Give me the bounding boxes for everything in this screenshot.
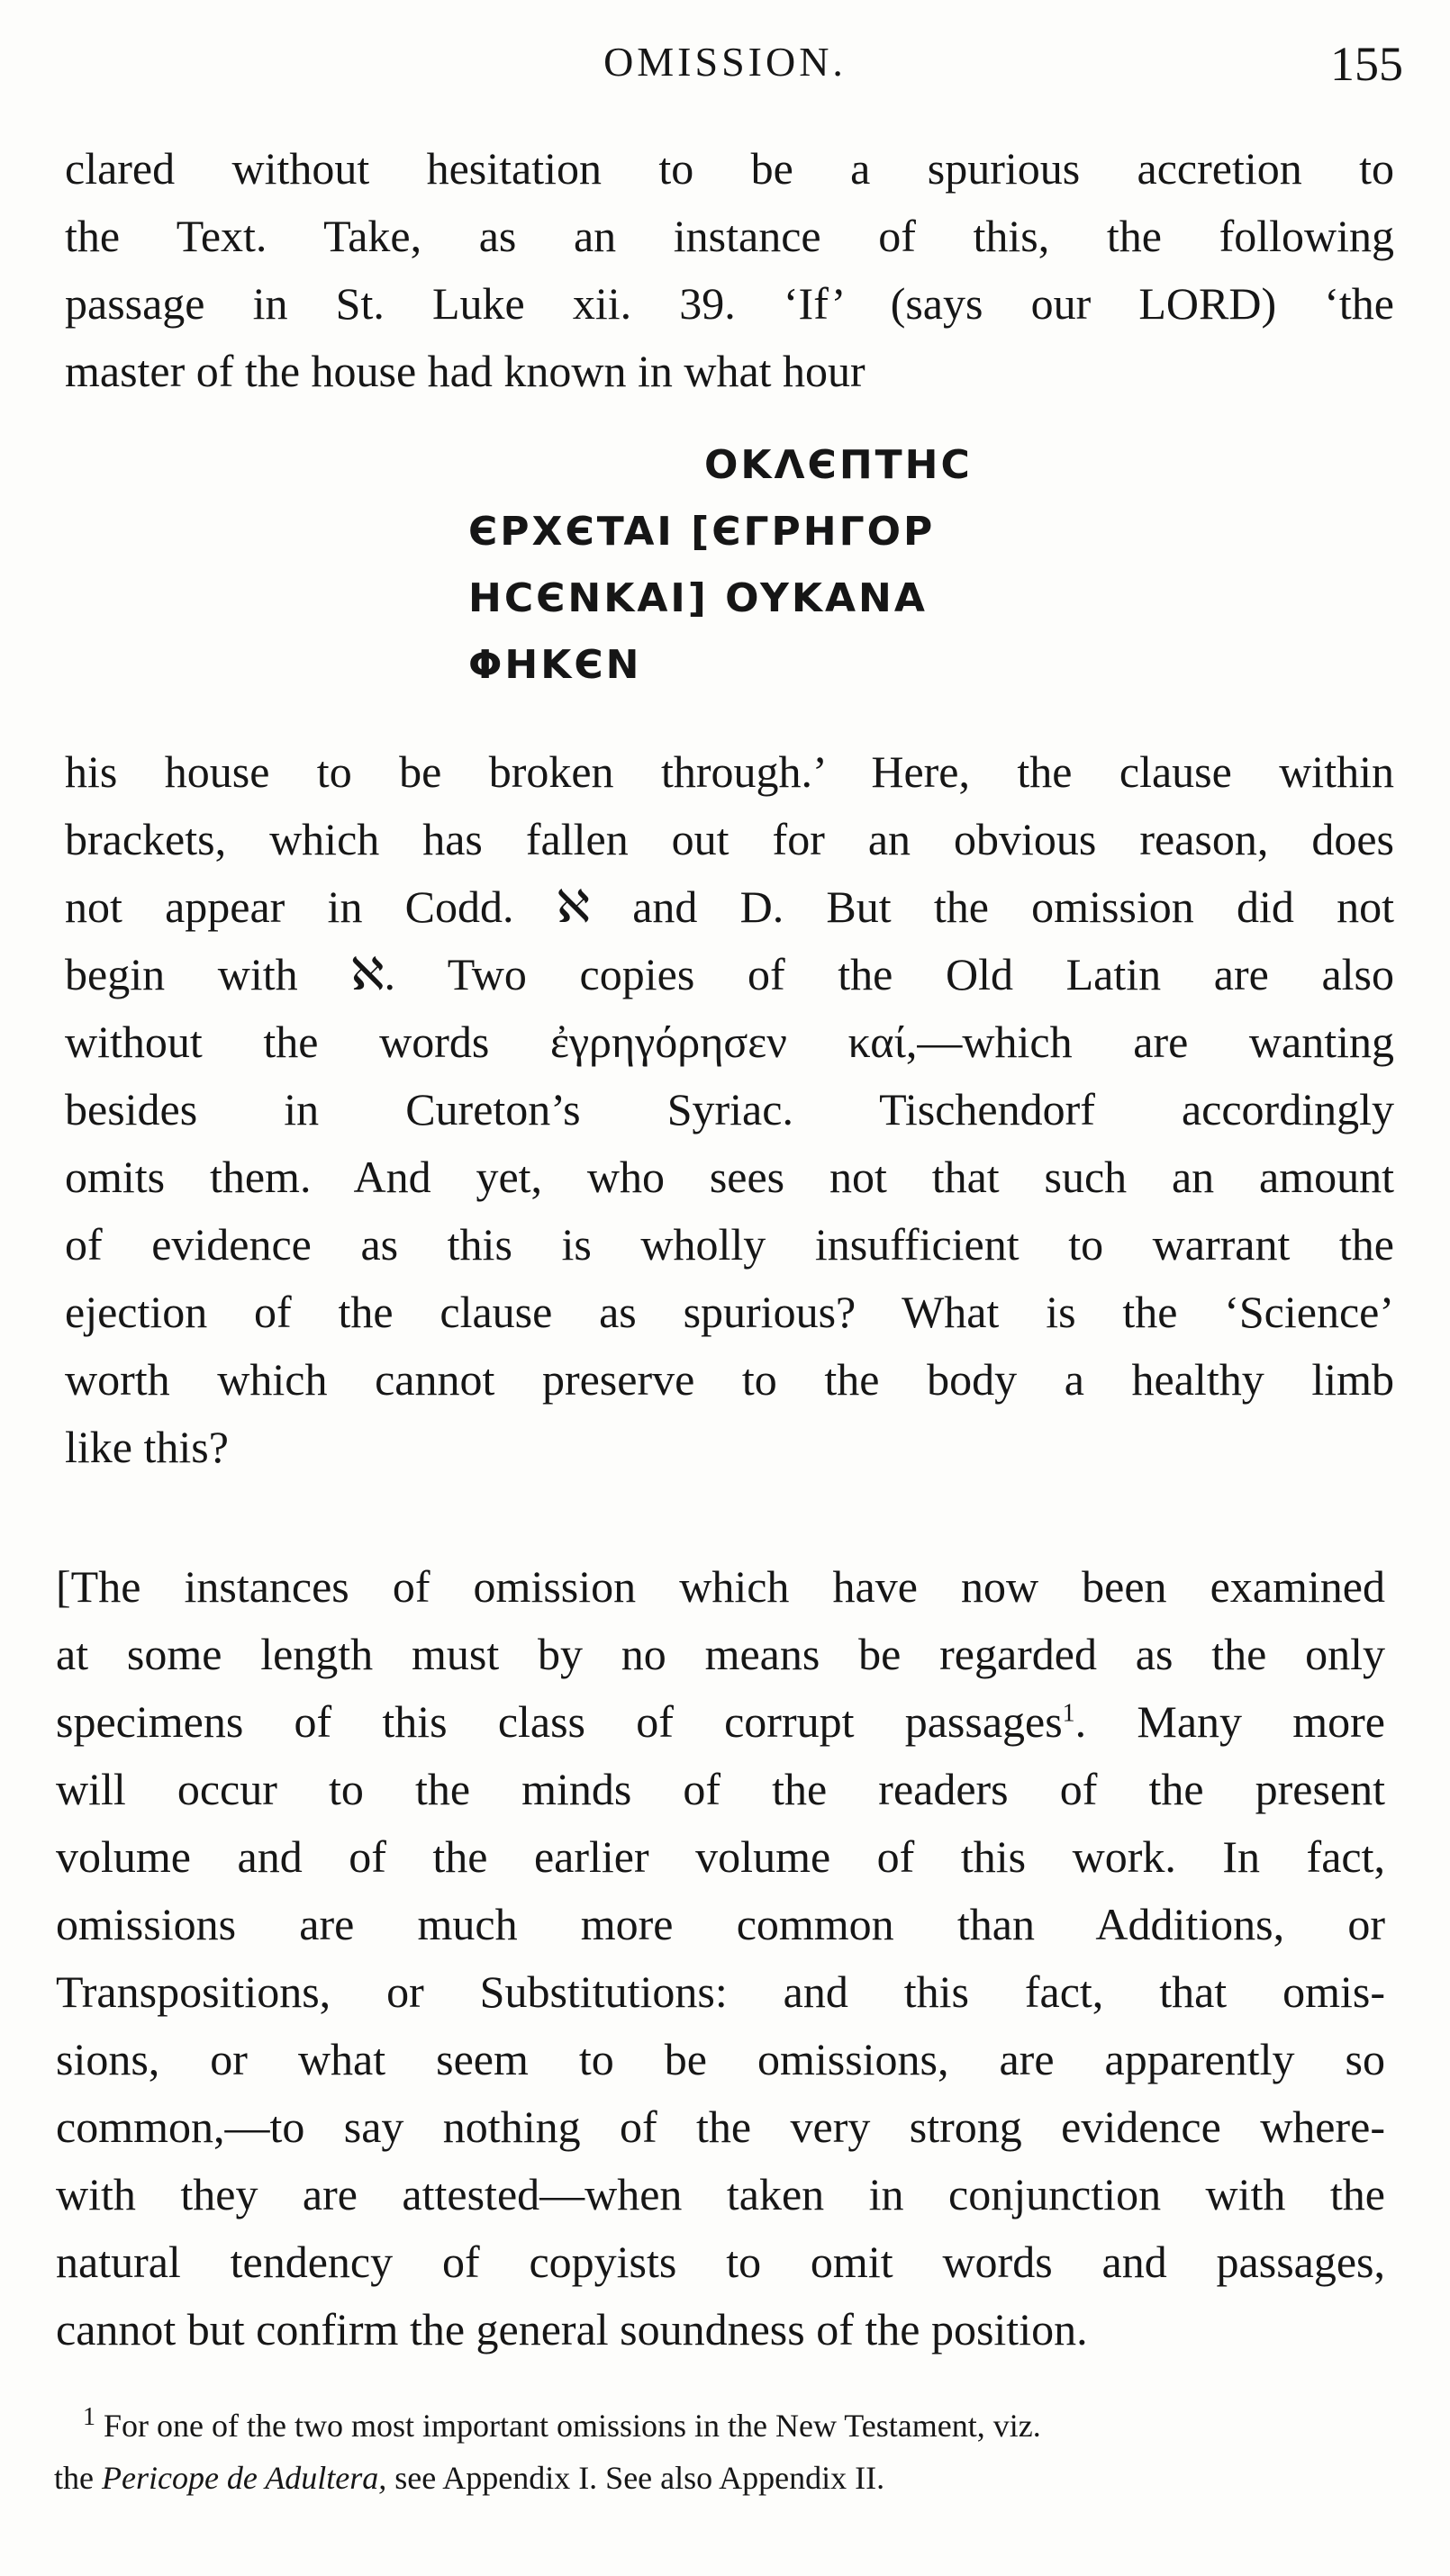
text-line: common,—to say nothing of the very strong evidence where- — [56, 2101, 1385, 2152]
text-line: without the words ἐγρηγόρησεν καί,—which are wanting — [65, 1017, 1394, 1067]
text-line: his house to be broken through.’ Here, the clause within — [65, 746, 1394, 797]
text-fragment: specimens of this class of corrupt passages — [56, 1696, 1063, 1747]
text-line: like this? — [65, 1422, 229, 1472]
paragraph-continuation — [65, 135, 1394, 405]
uncial-line: OKΛЄΠTHC — [704, 442, 973, 488]
footnote-text: see Appendix I. See also Appendix II. — [386, 2460, 885, 2496]
paragraph-editorial — [56, 1553, 1385, 2364]
footnote-mark: 1 — [83, 2403, 95, 2431]
text-fragment: . Many more — [1074, 1696, 1385, 1747]
uncial-line: ЄPXЄTAI [ЄΓPHΓOP — [468, 509, 936, 555]
text-line: cannot but confirm the general soundness of the position. — [56, 2304, 1088, 2355]
page-number: 155 — [1330, 37, 1403, 91]
footnote — [54, 2400, 1387, 2504]
running-title: OMISSION. — [603, 39, 847, 85]
text-line: passage in St. Luke xii. 39. ‘If’ (says our LORD) ‘the — [65, 278, 1394, 329]
uncial-line: ΦHKЄN — [468, 642, 642, 688]
footnote-line — [54, 2452, 1387, 2504]
text-line: master of the house had known in what hour — [65, 346, 865, 396]
text-line: sions, or what seem to be omissions, are apparently so — [56, 2034, 1385, 2084]
text-line: omissions are much more common than Additions, or — [56, 1899, 1385, 1949]
text-line-with-footnote — [56, 1688, 1385, 1756]
text-line: brackets, which has fallen out for an obvious reason, does — [65, 814, 1394, 864]
text-line: of evidence as this is wholly insufficient to warrant the — [65, 1219, 1394, 1270]
text-line: clared without hesitation to be a spurious accretion to — [65, 143, 1394, 194]
text-line: the Text. Take, as an instance of this, the following — [65, 211, 1394, 261]
uncial-quotation — [468, 432, 1189, 699]
footnote-line — [54, 2400, 1387, 2452]
text-line: worth which cannot preserve to the body a healthy limb — [65, 1354, 1394, 1405]
text-line: [The instances of omission which have now been examined — [56, 1561, 1385, 1612]
text-line: natural tendency of copyists to omit words and passages, — [56, 2237, 1385, 2287]
footnote-reference[interactable]: 1 — [1062, 1699, 1075, 1728]
footnote-text: the — [54, 2460, 102, 2496]
running-head — [0, 32, 1450, 95]
text-line: omits them. And yet, who sees not that such an amount — [65, 1152, 1394, 1202]
text-line: with they are attested—when taken in conjunction with the — [56, 2169, 1385, 2219]
text-line: at some length must by no means be regarded as the only — [56, 1629, 1385, 1679]
text-line: not appear in Codd. ℵ and D. But the omission did not — [65, 881, 1394, 932]
text-line: will occur to the minds of the readers of the present — [56, 1764, 1385, 1814]
text-line: Transpositions, or Substitutions: and this fact, that omis- — [56, 1966, 1385, 2017]
footnote-italic-title: Pericope de Adultera, — [101, 2460, 387, 2496]
footnote-text: For one of the two most important omissions in the New Testament, viz. — [104, 2408, 1041, 2444]
paragraph-discussion — [65, 738, 1394, 1481]
text-line: ejection of the clause as spurious? What is the ‘Science’ — [65, 1287, 1394, 1337]
uncial-line: HCЄNKAI] OYKANA — [468, 575, 928, 621]
text-line: begin with ℵ. Two copies of the Old Latin are also — [65, 949, 1394, 999]
text-line: volume and of the earlier volume of this work. In fact, — [56, 1831, 1385, 1882]
text-line: besides in Cureton’s Syriac. Tischendorf accordingly — [65, 1084, 1394, 1134]
